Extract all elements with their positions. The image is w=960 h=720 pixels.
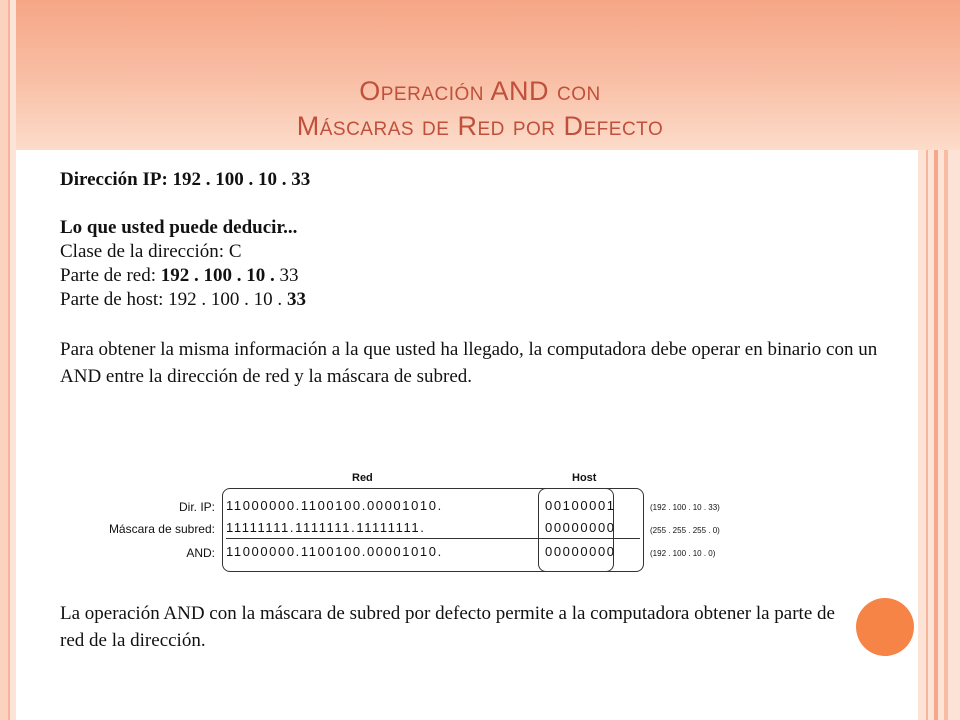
ip-address-line	[60, 168, 890, 192]
row-mask-host-bits: 00000000	[545, 520, 616, 535]
left-decorative-stripes	[0, 0, 16, 720]
explanation-paragraph: Para obtener la misma información a la que usted ha llegado, la computadora debe operar en binario con un AND entre la dirección de red y la máscara de subred.	[60, 339, 878, 387]
slide-title-line-1: Operación AND con	[359, 76, 601, 106]
row-ip-decimal: (192 . 100 . 10 . 33)	[650, 503, 720, 512]
slide-title	[140, 74, 820, 144]
row-and-host-bits: 00000000	[545, 544, 616, 559]
host-part-label: Parte de host: 192 . 100 . 10 .	[60, 289, 287, 310]
row-and-network-bits: 11000000.1100100.00001010.	[226, 544, 443, 559]
network-part-bold: 192 . 100 . 10 .	[160, 265, 275, 286]
diagram-header-red: Red	[352, 472, 373, 484]
row-ip-host-bits: 00100001	[545, 498, 616, 513]
host-part-line	[60, 288, 890, 312]
row-and-decimal: (192 . 100 . 10 . 0)	[650, 549, 716, 558]
and-result-rule	[226, 538, 640, 539]
network-part-line	[60, 264, 890, 288]
conclusion-paragraph: La operación AND con la máscara de subred por defecto permite a la computadora obtener la parte de red de la dirección.	[60, 603, 835, 651]
network-part-label: Parte de red:	[60, 265, 161, 286]
row-mask-network-bits: 11111111.1111111.11111111.	[226, 520, 426, 535]
diagram-header-host: Host	[572, 472, 597, 484]
deduce-heading	[60, 216, 890, 240]
deduce-heading-text: Lo que usted puede deducir...	[60, 217, 298, 238]
row-label-ip: Dir. IP:	[178, 500, 215, 514]
row-ip-network-bits: 11000000.1100100.00001010.	[226, 498, 443, 513]
slide-title-line-2: Máscaras de Red por Defecto	[296, 111, 664, 141]
ip-address-text: Dirección IP: 192 . 100 . 10 . 33	[60, 169, 311, 190]
right-decorative-stripes	[918, 150, 960, 720]
slide-body	[60, 168, 890, 390]
class-line: Clase de la dirección: C	[60, 241, 242, 262]
orange-circle-decoration	[856, 598, 914, 656]
binary-and-diagram	[80, 470, 780, 576]
network-part-rest: 33	[274, 265, 299, 286]
host-part-bold: 33	[286, 289, 306, 310]
row-mask-decimal: (255 . 255 . 255 . 0)	[650, 526, 720, 535]
row-label-and: AND:	[186, 546, 215, 560]
row-label-mask: Máscara de subred:	[108, 522, 215, 536]
